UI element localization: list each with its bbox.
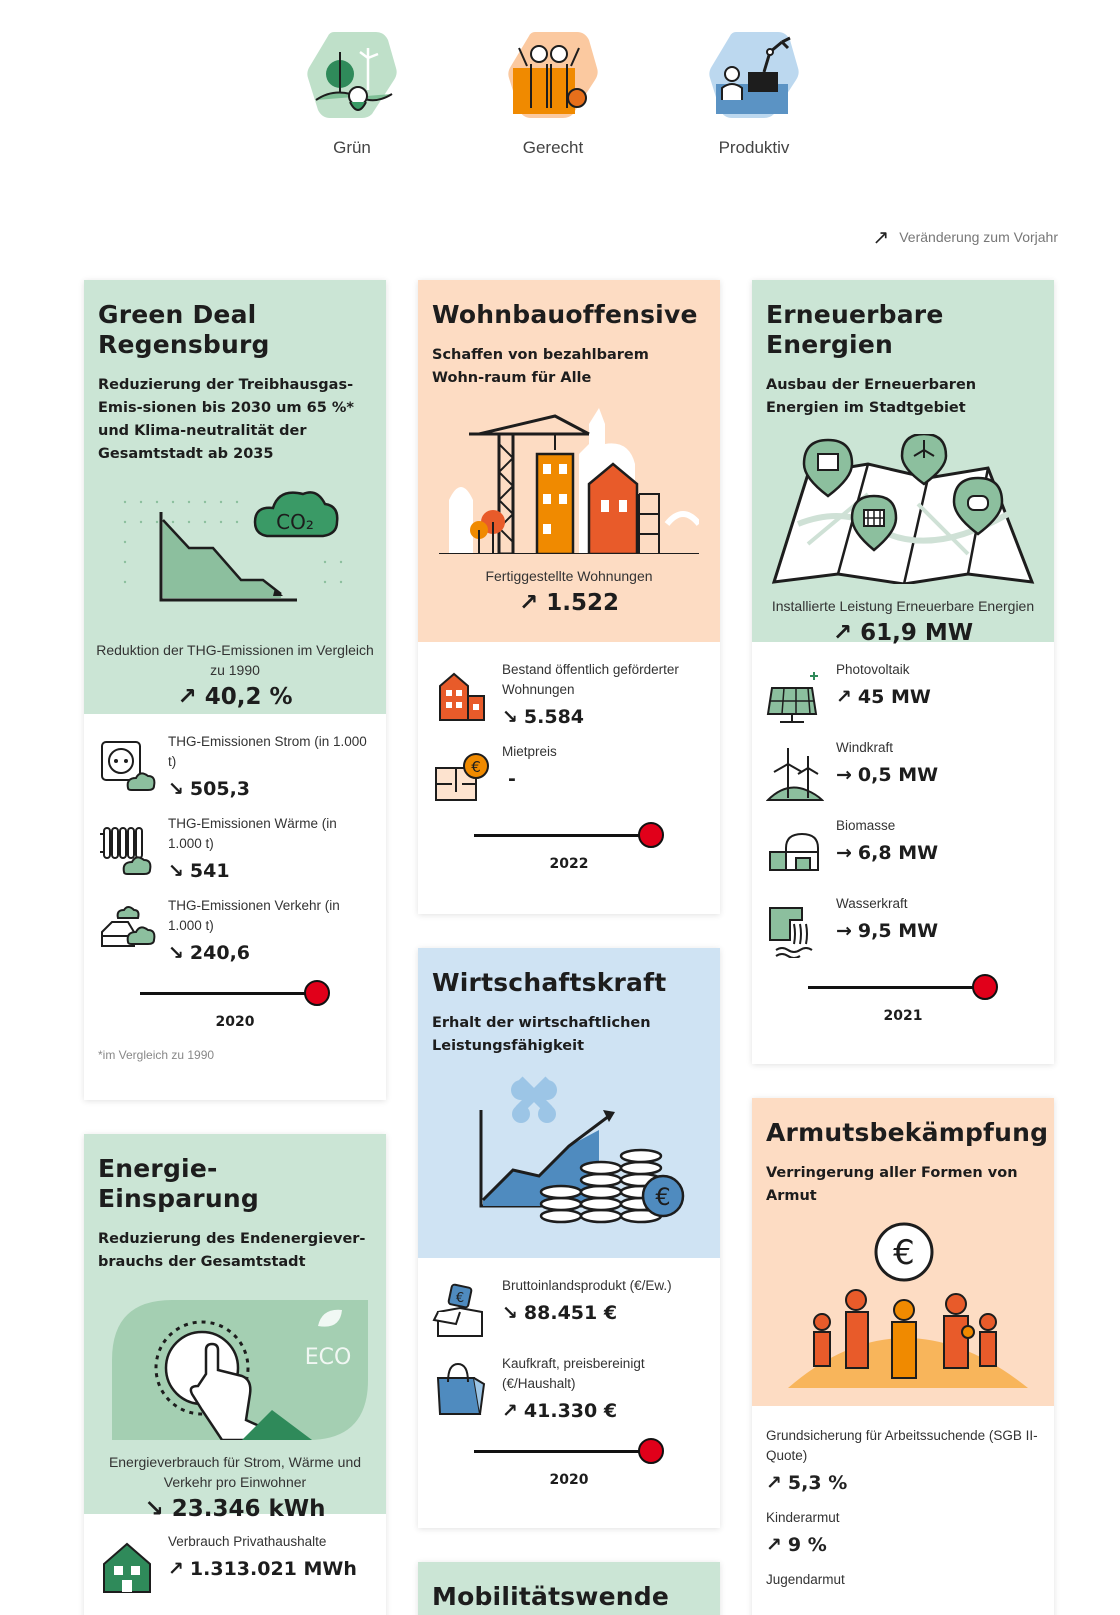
hydro-dam-icon — [766, 900, 824, 958]
nav-item-gruen[interactable] — [287, 28, 417, 158]
trend-up-arrow-icon: ↗ — [502, 1400, 518, 1422]
nav-item-gerecht[interactable] — [488, 28, 618, 158]
card-header-panel — [84, 1134, 386, 1522]
kpi-caption: Reduktion der THG-Emissionen im Vergleich zu 1990 — [96, 642, 374, 678]
card-subtitle: Reduzierung der Treibhausgas-Emis-sionen bis 2030 um 65 %* und Klima-neutralität der Gesamtstadt ab 2035 — [98, 377, 354, 462]
metric-caption: Bruttoinlandsprodukt (€/Ew.) — [502, 1278, 672, 1293]
radiator-icon — [98, 820, 156, 878]
metric-value: ↗ 5,3 % — [766, 1472, 848, 1494]
metric-value: ↗ 1.313.021 MWh — [168, 1558, 357, 1580]
metric-value: ↗ 9 % — [766, 1534, 827, 1556]
trend-up-arrow-icon: ↗ — [766, 1534, 782, 1556]
metric-caption: Windkraft — [836, 740, 894, 755]
year-label: 2021 — [883, 1008, 923, 1024]
metric-caption: Verbrauch Privathaushalte — [168, 1534, 327, 1549]
year-slider[interactable] — [474, 1436, 664, 1466]
trend-up-arrow-icon: ↗ — [168, 1558, 184, 1580]
year-label: 2020 — [215, 1014, 255, 1030]
people-icon — [507, 28, 599, 120]
floorplan-euro-icon — [432, 748, 490, 806]
card-armutsbekaempfung[interactable] — [752, 1098, 1054, 1615]
card-header-panel — [752, 1098, 1054, 1406]
metric-caption: Jugendarmut — [766, 1572, 845, 1587]
card-subtitle: Reduzierung des Endenergiever-brauchs der Gesamtstadt — [98, 1231, 366, 1270]
change-legend — [872, 225, 1058, 250]
year-slider-handle[interactable] — [304, 980, 330, 1006]
trend-right-arrow-icon: → — [836, 920, 852, 942]
kpi-value: ↗ 40,2 % — [177, 684, 293, 710]
box-euro-icon — [432, 1282, 490, 1340]
svg-text:€: € — [893, 1233, 915, 1273]
metric-row-wasserkraft — [766, 894, 1040, 958]
footnote: *im Vergleich zu 1990 — [98, 1048, 215, 1062]
metric-item-kinderarmut — [766, 1508, 1040, 1556]
card-title: Green Deal Regensburg — [98, 300, 270, 359]
metric-item-sgb-quote — [766, 1426, 1040, 1494]
metric-row-windkraft — [766, 738, 1040, 802]
metric-caption: THG-Emissionen Wärme (in 1.000 t) — [168, 816, 337, 851]
year-slider[interactable] — [808, 972, 998, 1002]
kpi-caption: Installierte Leistung Erneuerbare Energien — [771, 598, 1035, 614]
metric-value: ↗ 45 MW — [836, 686, 931, 708]
trend-right-arrow-icon: → — [836, 842, 852, 864]
year-slider-handle[interactable] — [638, 1438, 664, 1464]
card-header-panel — [84, 280, 386, 714]
nav-label: Grün — [333, 138, 371, 157]
metric-caption: Mietpreis — [502, 744, 557, 759]
trend-right-arrow-icon: → — [836, 764, 852, 786]
trend-down-arrow-icon: ↘ — [168, 860, 184, 882]
growth-coins-icon — [449, 1070, 689, 1230]
year-slider[interactable] — [474, 820, 664, 850]
metric-value: ↘ 541 — [168, 860, 230, 882]
wind-turbine-icon — [766, 744, 824, 802]
co2-decline-chart-icon — [105, 482, 365, 622]
svg-text:ECO: ECO — [304, 1345, 352, 1370]
metric-caption: Biomasse — [836, 818, 896, 833]
metric-caption: Bestand öffentlich geförderter Wohnungen — [502, 662, 679, 697]
metric-value: ↗ 41.330 € — [502, 1400, 618, 1422]
nav-label: Gerecht — [522, 138, 584, 157]
metric-row-biomasse — [766, 816, 1040, 880]
kpi-caption: Energieverbrauch für Strom, Wärme und Verkehr pro Einwohner — [108, 1454, 362, 1490]
svg-text:€: € — [471, 758, 481, 776]
trend-up-arrow-icon: ↗ — [836, 686, 852, 708]
nav-item-produktiv[interactable] — [689, 28, 819, 158]
metric-row-bip — [432, 1276, 706, 1340]
trend-down-arrow-icon: ↘ — [168, 778, 184, 800]
card-subtitle: Erhalt der wirtschaftlichen Leistungsfähigkeit — [432, 1015, 651, 1054]
category-nav — [0, 28, 1120, 168]
year-label: 2020 — [549, 1472, 589, 1488]
card-energie-einsparung[interactable] — [84, 1134, 386, 1615]
metric-caption: THG-Emissionen Verkehr (in 1.000 t) — [168, 898, 340, 933]
card-title: Wohnbauoffensive — [432, 300, 698, 329]
metric-row-mietpreis — [432, 742, 706, 806]
metric-caption: Kaufkraft, preisbereinigt (€/Haushalt) — [502, 1356, 645, 1391]
trend-down-arrow-icon: ↘ — [502, 1302, 518, 1324]
card-subtitle: Verringerung aller Formen von Armut — [766, 1165, 1018, 1204]
card-mobilitaetswende[interactable] — [418, 1562, 720, 1615]
kpi-caption: Fertiggestellte Wohnungen — [485, 568, 653, 584]
trend-arrow-icon: ↘ — [144, 1496, 164, 1522]
metric-row-kaufkraft — [432, 1354, 706, 1422]
card-title: Erneuerbare Energien — [766, 300, 944, 359]
kpi-value: ↘ 23.346 kWh — [144, 1496, 326, 1522]
card-green-deal[interactable] — [84, 280, 386, 1100]
metric-value: ↘ 5.584 — [502, 706, 585, 728]
trend-arrow-icon: ↗ — [832, 620, 853, 646]
svg-text:CO₂: CO₂ — [276, 510, 314, 534]
metric-caption: Grundsicherung für Arbeitssuchende (SGB II-Quote) — [766, 1428, 1038, 1463]
biomass-tank-icon — [766, 822, 824, 880]
metric-value: - — [508, 768, 516, 790]
metric-caption: THG-Emissionen Strom (in 1.000 t) — [168, 734, 367, 769]
trend-up-arrow-icon: ↗ — [872, 227, 890, 249]
shopping-bag-icon — [432, 1360, 490, 1418]
trend-arrow-icon: ↗ — [177, 684, 197, 710]
svg-text:€: € — [455, 1291, 465, 1306]
metric-caption: Wasserkraft — [836, 896, 908, 911]
nav-label: Produktiv — [718, 138, 790, 157]
renewable-map-icon — [768, 434, 1038, 584]
card-title: Mobilitätswende — [432, 1582, 670, 1611]
trend-arrow-icon: ↗ — [518, 590, 539, 616]
year-slider-handle[interactable] — [638, 822, 664, 848]
worker-robot-icon — [708, 28, 800, 120]
metric-row-privathaushalte — [98, 1532, 372, 1596]
card-wirtschaftskraft[interactable] — [418, 948, 720, 1528]
card-wohnbauoffensive[interactable] — [418, 280, 720, 914]
card-title: Energie-Einsparung — [98, 1154, 259, 1213]
apartment-building-icon — [432, 666, 490, 724]
kpi-value: ↗ 61,9 MW — [832, 620, 974, 646]
metric-value: → 0,5 MW — [836, 764, 939, 786]
year-slider[interactable] — [140, 978, 330, 1008]
metric-row-waerme — [98, 814, 372, 882]
trend-down-arrow-icon: ↘ — [168, 942, 184, 964]
green-landscape-icon — [306, 28, 398, 120]
card-title: Armutsbekämpfung — [766, 1118, 1049, 1147]
trend-up-arrow-icon: ↗ — [766, 1472, 782, 1494]
card-header-panel — [418, 280, 720, 642]
house-icon — [98, 1538, 156, 1596]
card-erneuerbare-energien[interactable] — [752, 280, 1054, 1064]
card-header-panel — [418, 1562, 720, 1615]
solar-panel-icon — [766, 666, 824, 724]
year-label: 2022 — [549, 856, 589, 872]
power-socket-icon — [98, 738, 156, 796]
card-header-panel — [418, 948, 720, 1258]
legend-label: Veränderung zum Vorjahr — [899, 229, 1058, 245]
kpi-value: ↗ 1.522 — [518, 590, 620, 616]
metric-value: → 6,8 MW — [836, 842, 939, 864]
construction-crane-icon — [439, 404, 699, 554]
metric-row-verkehr — [98, 896, 372, 964]
metric-value: → 9,5 MW — [836, 920, 939, 942]
eco-button-hand-icon — [102, 1290, 368, 1440]
trend-down-arrow-icon: ↘ — [502, 706, 518, 728]
card-subtitle: Ausbau der Erneuerbaren Energien im Stadtgebiet — [766, 377, 977, 416]
metric-item-jugendarmut — [766, 1570, 1040, 1590]
metric-row-strom — [98, 732, 372, 800]
card-subtitle: Schaffen von bezahlbarem Wohn-raum für Alle — [432, 347, 649, 386]
svg-text:€: € — [655, 1183, 671, 1211]
metric-caption: Kinderarmut — [766, 1510, 840, 1525]
metric-row-photovoltaik — [766, 660, 1040, 724]
card-title: Wirtschaftskraft — [432, 968, 667, 997]
car-exhaust-icon — [98, 902, 156, 960]
card-header-panel — [752, 280, 1054, 646]
metric-value: ↘ 88.451 € — [502, 1302, 618, 1324]
year-slider-handle[interactable] — [972, 974, 998, 1000]
family-euro-icon — [778, 1218, 1028, 1388]
metric-caption: Photovoltaik — [836, 662, 910, 677]
metric-value: ↘ 240,6 — [168, 942, 251, 964]
metric-row-gefoerderte-wohnungen — [432, 660, 706, 728]
metric-value: ↘ 505,3 — [168, 778, 251, 800]
